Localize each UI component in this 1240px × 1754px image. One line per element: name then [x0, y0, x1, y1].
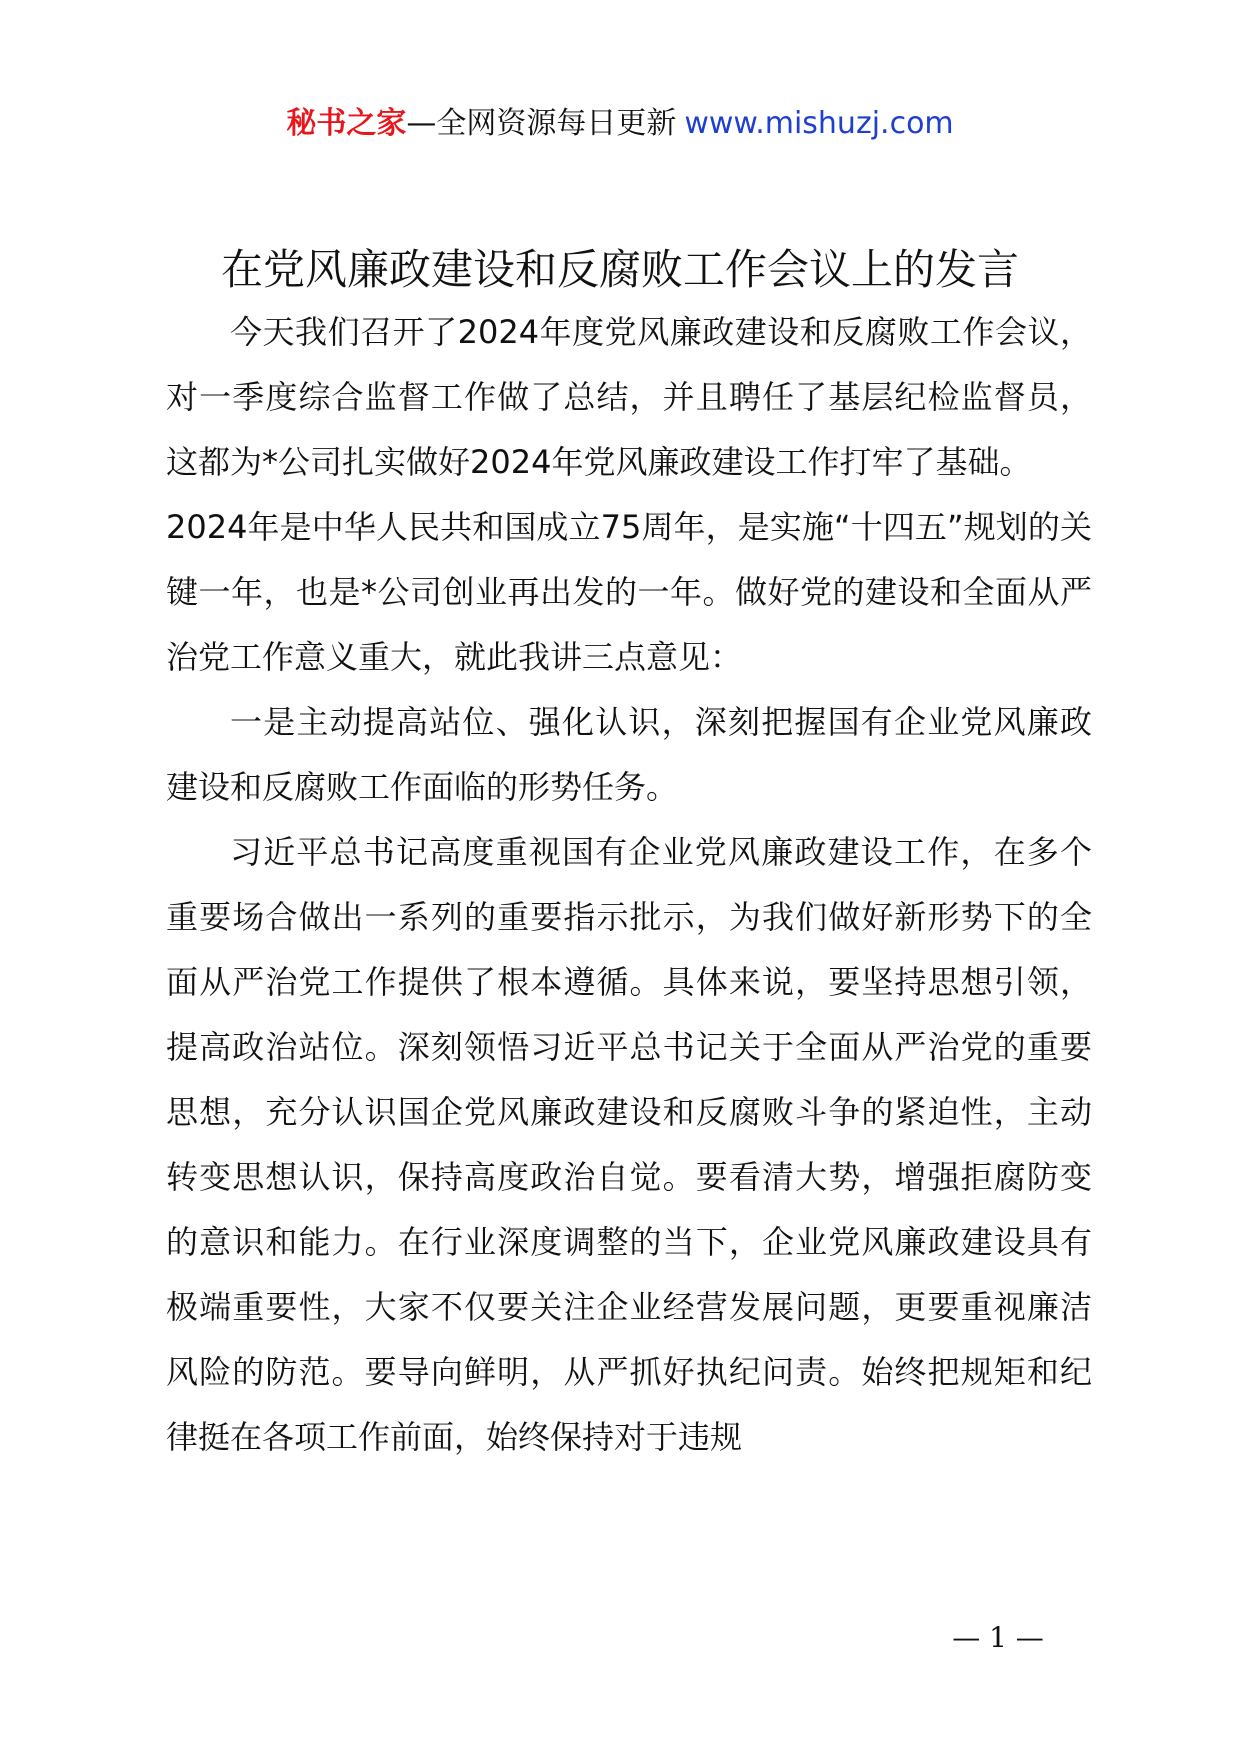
site-brand: 秘书之家 [286, 106, 407, 141]
paragraph-3: 一是主动提高站位、强化认识，深刻把握国有企业党风廉政建设和反腐败工作面临的形势任务。 [166, 703, 1092, 806]
paragraph-4: 习近平总书记高度重视国有企业党风廉政建设工作，在多个重要场合做出一系列的重要指示批示，为我们做好新形势下的全面从严治党工作提供了根本遵循。具体来说，要坚持思想引领，提高政治站位。深刻领悟习近平总书记关于全面从严治党的重要思想，充分认识国企党风廉政建设和反腐败斗争的紧迫性，主动转变思想认识，保持高度政治自觉。要看清大势，增强拒腐防变的意识和能力。在行业深度调整的当下，企业党风廉政建设具有极端重要性，大家不仅要关注企业经营发展问题，更要重视廉洁风险的防范。要导向鲜明，从严抓好执纪问责。始终把规矩和纪律挺在各项工作前面，始终保持对于违规 [166, 833, 1092, 1456]
site-url-link[interactable]: www.mishuzj.com [684, 106, 954, 141]
paragraph-2: 2024年是中华人民共和国成立75周年，是实施“十四五”规划的关键一年，也是*公司创业再出发的一年。做好党的建设和全面从严治党工作意义重大，就此我讲三点意见： [166, 508, 1092, 676]
page-number: — 1 — [952, 1621, 1044, 1654]
site-tagline: —全网资源每日更新 [406, 106, 677, 141]
site-header [0, 102, 1240, 146]
document-title: 在党风廉政建设和反腐败工作会议上的发言 [220, 245, 1019, 294]
paragraph-1: 今天我们召开了2024年度党风廉政建设和反腐败工作会议，对一季度综合监督工作做了总结，并且聘任了基层纪检监督员，这都为*公司扎实做好2024年党风廉政建设工作打牢了基础。 [166, 313, 1092, 481]
document-body [166, 300, 1092, 1470]
